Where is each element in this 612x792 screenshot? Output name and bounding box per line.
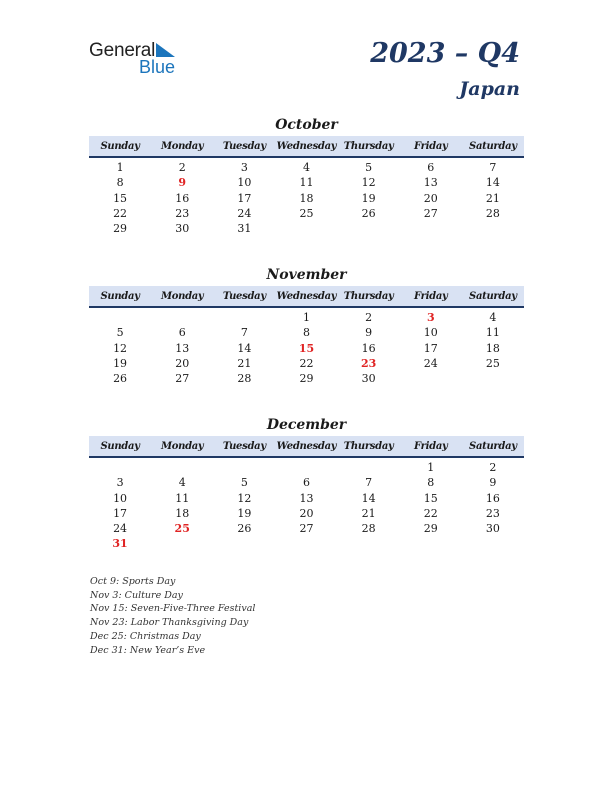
day-cell: 16 [175, 191, 190, 205]
day-cell: 13 [175, 341, 190, 355]
empty-day-cell [462, 221, 524, 236]
week-row [89, 221, 524, 236]
weekday-sunday: Sunday [100, 140, 140, 152]
day-cell: 11 [299, 176, 314, 190]
day-cell: 5 [240, 476, 248, 490]
empty-day-cell [151, 310, 213, 325]
day-cell: 6 [427, 161, 435, 174]
day-cell: 29 [113, 222, 128, 236]
day-cell: 31 [112, 537, 128, 551]
holiday-note: Nov 3: Culture Day [90, 589, 183, 601]
day-cell: 10 [237, 176, 252, 190]
day-cell: 30 [485, 522, 500, 536]
day-cell: 27 [299, 522, 314, 536]
day-cell: 18 [299, 191, 314, 205]
day-cell: 7 [240, 326, 248, 340]
day-cell: 16 [485, 491, 500, 505]
week-row [89, 536, 524, 551]
weekday-friday: Friday [414, 440, 448, 452]
weekday-friday: Friday [414, 290, 448, 302]
empty-day-cell [213, 536, 275, 551]
weekday-header-row [89, 286, 524, 308]
weekday-header-row [89, 436, 524, 458]
day-cell: 19 [237, 506, 252, 520]
weekday-saturday: Saturday [469, 290, 517, 302]
day-cell: 22 [113, 206, 128, 220]
week-row [89, 521, 524, 536]
day-cell: 2 [178, 161, 186, 174]
empty-day-cell [338, 536, 400, 551]
day-cell: 20 [299, 506, 314, 520]
day-cell: 18 [175, 506, 190, 520]
day-cell: 10 [113, 491, 128, 505]
day-cell: 9 [178, 176, 187, 190]
week-row [89, 206, 524, 221]
day-cell: 1 [302, 311, 310, 324]
month-october [89, 116, 524, 236]
day-cell: 2 [489, 461, 497, 474]
day-cell: 9 [365, 326, 373, 340]
empty-day-cell [275, 221, 337, 236]
weekday-wednesday: Wednesday [276, 290, 337, 302]
day-cell: 28 [361, 522, 376, 536]
day-cell: 10 [423, 326, 438, 340]
day-cell: 8 [427, 476, 435, 490]
empty-day-cell [151, 460, 213, 475]
weekday-thursday: Thursday [343, 290, 394, 302]
month-name: November [266, 267, 347, 283]
week-row [89, 356, 524, 371]
day-cell: 15 [298, 341, 315, 355]
month-name: December [266, 417, 347, 433]
day-cell: 24 [423, 356, 438, 370]
day-cell: 14 [485, 176, 500, 190]
day-cell: 1 [116, 161, 124, 174]
day-cell: 13 [423, 176, 438, 190]
empty-day-cell [400, 536, 462, 551]
week-row [89, 191, 524, 206]
day-cell: 14 [237, 341, 252, 355]
day-cell: 21 [361, 506, 376, 520]
day-cell: 14 [361, 491, 376, 505]
day-cell: 3 [240, 161, 248, 174]
day-cell: 20 [175, 356, 190, 370]
empty-day-cell [400, 221, 462, 236]
holiday-note: Dec 25: Christmas Day [90, 630, 201, 642]
week-row [89, 460, 524, 475]
day-cell: 21 [485, 191, 500, 205]
week-row [89, 160, 524, 175]
weekday-saturday: Saturday [469, 440, 517, 452]
day-cell: 5 [365, 161, 373, 174]
day-cell: 17 [423, 341, 438, 355]
weekday-friday: Friday [414, 140, 448, 152]
week-row [89, 475, 524, 490]
weekday-thursday: Thursday [343, 440, 394, 452]
day-cell: 17 [113, 506, 128, 520]
day-cell: 19 [361, 191, 376, 205]
empty-day-cell [275, 536, 337, 551]
holiday-note: Nov 23: Labor Thanksgiving Day [90, 617, 249, 629]
day-cell: 12 [361, 176, 376, 190]
weekday-saturday: Saturday [469, 140, 517, 152]
empty-day-cell [89, 460, 151, 475]
day-cell: 24 [237, 206, 252, 220]
logo-blue-text: Blue [139, 57, 176, 77]
week-row [89, 310, 524, 325]
day-cell: 12 [237, 491, 252, 505]
day-cell: 4 [302, 161, 310, 174]
day-cell: 28 [237, 372, 252, 386]
holiday-note: Oct 9: Sports Day [90, 576, 176, 587]
day-cell: 22 [423, 506, 438, 520]
empty-day-cell [462, 371, 524, 386]
empty-day-cell [338, 460, 400, 475]
day-cell: 18 [485, 341, 500, 355]
month-name: October [275, 117, 338, 133]
holiday-note: Dec 31: New Year’s Eve [90, 644, 206, 656]
day-cell: 29 [423, 522, 438, 536]
day-cell: 15 [113, 191, 128, 205]
day-cell: 1 [427, 461, 435, 474]
empty-day-cell [462, 536, 524, 551]
day-cell: 29 [299, 372, 314, 386]
day-cell: 30 [361, 372, 376, 386]
day-cell: 8 [302, 326, 310, 340]
day-cell: 25 [174, 522, 190, 536]
month-december [89, 416, 524, 552]
empty-day-cell [151, 536, 213, 551]
day-cell: 31 [237, 222, 252, 236]
holiday-note: Nov 15: Seven-Five-Three Festival [90, 603, 256, 615]
weekday-monday: Monday [160, 140, 204, 152]
weekday-sunday: Sunday [100, 290, 140, 302]
day-cell: 6 [302, 476, 310, 490]
week-row [89, 175, 524, 190]
day-cell: 19 [113, 356, 128, 370]
day-cell: 12 [113, 341, 128, 355]
empty-day-cell [400, 371, 462, 386]
weekday-monday: Monday [160, 290, 204, 302]
day-cell: 26 [237, 522, 252, 536]
logo-general-text: General [89, 40, 156, 61]
day-cell: 26 [113, 372, 128, 386]
weekday-tuesday: Tuesday [222, 440, 266, 452]
page-title: 2023 – Q4 [370, 38, 520, 69]
weekday-wednesday: Wednesday [276, 140, 337, 152]
day-cell: 3 [116, 476, 124, 490]
empty-day-cell [338, 221, 400, 236]
logo-triangle-icon [156, 43, 175, 57]
day-cell: 13 [299, 491, 314, 505]
day-cell: 8 [116, 176, 124, 190]
holiday-notes [90, 575, 255, 657]
weekday-tuesday: Tuesday [222, 140, 266, 152]
day-cell: 6 [178, 326, 186, 340]
week-row [89, 325, 524, 340]
page-subtitle: Japan [459, 78, 520, 100]
empty-day-cell [275, 460, 337, 475]
weekday-wednesday: Wednesday [276, 440, 337, 452]
empty-day-cell [213, 310, 275, 325]
week-row [89, 491, 524, 506]
day-cell: 23 [360, 356, 377, 370]
day-cell: 27 [175, 372, 190, 386]
day-cell: 22 [299, 356, 314, 370]
week-row [89, 506, 524, 521]
day-cell: 23 [175, 206, 190, 220]
day-cell: 28 [485, 206, 500, 220]
day-cell: 7 [489, 161, 497, 174]
day-cell: 26 [361, 206, 376, 220]
day-cell: 20 [423, 191, 438, 205]
week-row [89, 371, 524, 386]
day-cell: 24 [113, 522, 128, 536]
logo [89, 40, 189, 80]
weekday-monday: Monday [160, 440, 204, 452]
day-cell: 16 [361, 341, 376, 355]
day-cell: 4 [178, 476, 186, 490]
day-cell: 3 [426, 311, 435, 324]
day-cell: 11 [175, 491, 190, 505]
day-cell: 25 [485, 356, 500, 370]
day-cell: 2 [365, 311, 373, 324]
week-row [89, 341, 524, 356]
day-cell: 15 [423, 491, 438, 505]
day-cell: 23 [485, 506, 500, 520]
day-cell: 17 [237, 191, 252, 205]
day-cell: 9 [489, 476, 497, 490]
weekday-sunday: Sunday [100, 440, 140, 452]
empty-day-cell [89, 310, 151, 325]
day-cell: 11 [485, 326, 500, 340]
day-cell: 25 [299, 206, 314, 220]
weekday-thursday: Thursday [343, 140, 394, 152]
day-cell: 30 [175, 222, 190, 236]
month-november [89, 266, 524, 386]
weekday-header-row [89, 136, 524, 158]
day-cell: 7 [365, 476, 373, 490]
day-cell: 5 [116, 326, 124, 340]
day-cell: 27 [423, 206, 438, 220]
day-cell: 4 [489, 311, 497, 324]
empty-day-cell [213, 460, 275, 475]
weekday-tuesday: Tuesday [222, 290, 266, 302]
day-cell: 21 [237, 356, 252, 370]
